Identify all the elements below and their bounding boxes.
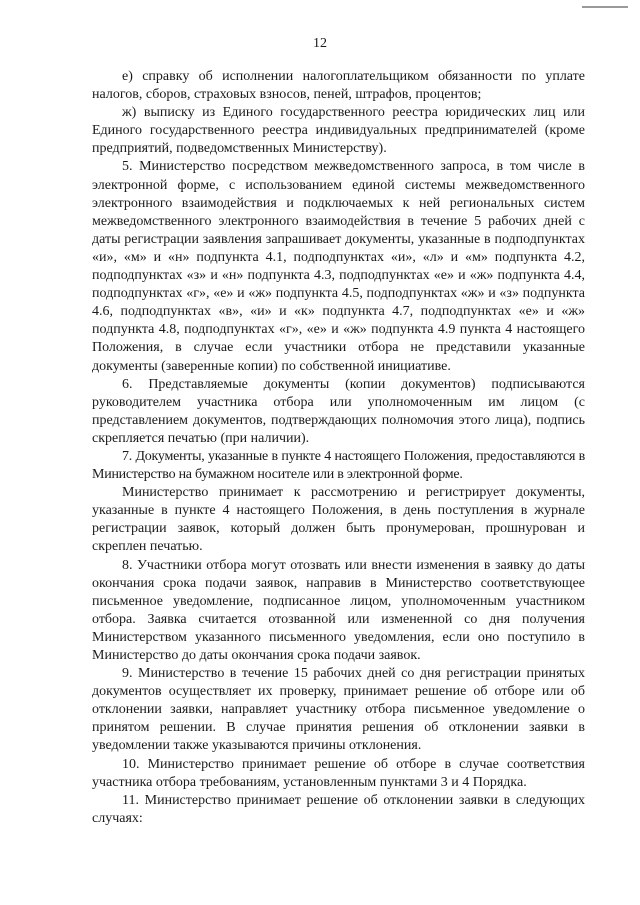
paragraph-e-tax-certificate: е) справку об исполнении налогоплательщиком обязанности по уплате налогов, сборов, страховых взносов, пеней, штрафов, процентов; <box>92 69 585 103</box>
paragraph-7-document-submission: 7. Документы, указанные в пункте 4 настоящего Положения, предоставляются в Министерство на бумажном носителе или в электронной форме. <box>92 448 585 483</box>
paragraph-9-review: 9. Министерство в течение 15 рабочих дней со дня регистрации принятых документов осуществляет их проверку, принимает решение об отборе или об отклонении заявки, направляет участнику отбора письменное уведомление о принятом решении. В случае принятия решения об отклонении заявки в уведомлении также указываются причины отклонения. <box>92 666 585 754</box>
paragraph-registration: Министерство принимает к рассмотрению и регистрирует документы, указанные в пункте 4 настоящего Положения, в день поступления в журнале регистрации заявок, который должен быть пронумерован, прошнурован и скреплен печатью. <box>92 485 585 555</box>
page-number: 12 <box>313 36 327 51</box>
paragraph-8-withdrawal: 8. Участники отбора могут отозвать или внести изменения в заявку до даты окончания срока подачи заявок, направив в Министерство соответствующее письменное уведомление, подписанное лицом, уполномоченным участником отбора. Заявка считается отозванной или измененной со дня получения Министерством указанного письменного уведомления, если оно поступило в Министерство до даты окончания срока подачи заявок. <box>92 557 585 663</box>
paragraph-zh-registry-extract: ж) выписку из Единого государственного реестра юридических лиц или Единого государственного реестра индивидуальных предпринимателей (кроме предприятий, подведомственных Министерству). <box>92 105 585 157</box>
paragraph-10-selection-decision: 10. Министерство принимает решение об отборе в случае соответствия участника отбора требованиям, установленным пунктами 3 и 4 Порядка. <box>92 756 585 790</box>
document-body <box>92 68 585 828</box>
paragraph-11-rejection-cases: 11. Министерство принимает решение об отклонении заявки в следующих случаях: <box>92 792 585 826</box>
scan-mark-line <box>582 6 628 8</box>
paragraph-5-interagency-request: 5. Министерство посредством межведомственного запроса, в том числе в электронной форме, с использованием единой системы межведомственного электронного взаимодействия и подключаемых к ней региональных систем межведомственного электронного взаимодействия в течение 5 рабочих дней с даты регистрации заявления запрашивает документы, указанные в подподпунктах «и», «м» и «н» подпункта 4.1, подподпунктах «и», «л» и «м» подпункта 4.2, подподпунктах «з» и «н» подпункта 4.3, подподпунктах «е» и «ж» подпункта 4.4, подподпунктах «г», «е» и «ж» подпункта 4.5, подподпунктах «ж» и «з» подпункта 4.6, подподпунктах «в», «и» и «к» подпункта 4.7, подподпунктах «е» и «ж» подпункта 4.8, подподпунктах «г», «е» и «ж» подпункта 4.9 пункта 4 настоящего Положения, в случае если участники отбора не представили указанные документы (заверенные копии) по собственной инициативе. <box>92 159 585 374</box>
paragraph-6-document-signing: 6. Представляемые документы (копии документов) подписываются руководителем участника отбора или уполномоченным им лицом (с представлением документов, подтверждающих полномочия этого лица), подпись скрепляется печатью (при наличии). <box>92 376 585 446</box>
